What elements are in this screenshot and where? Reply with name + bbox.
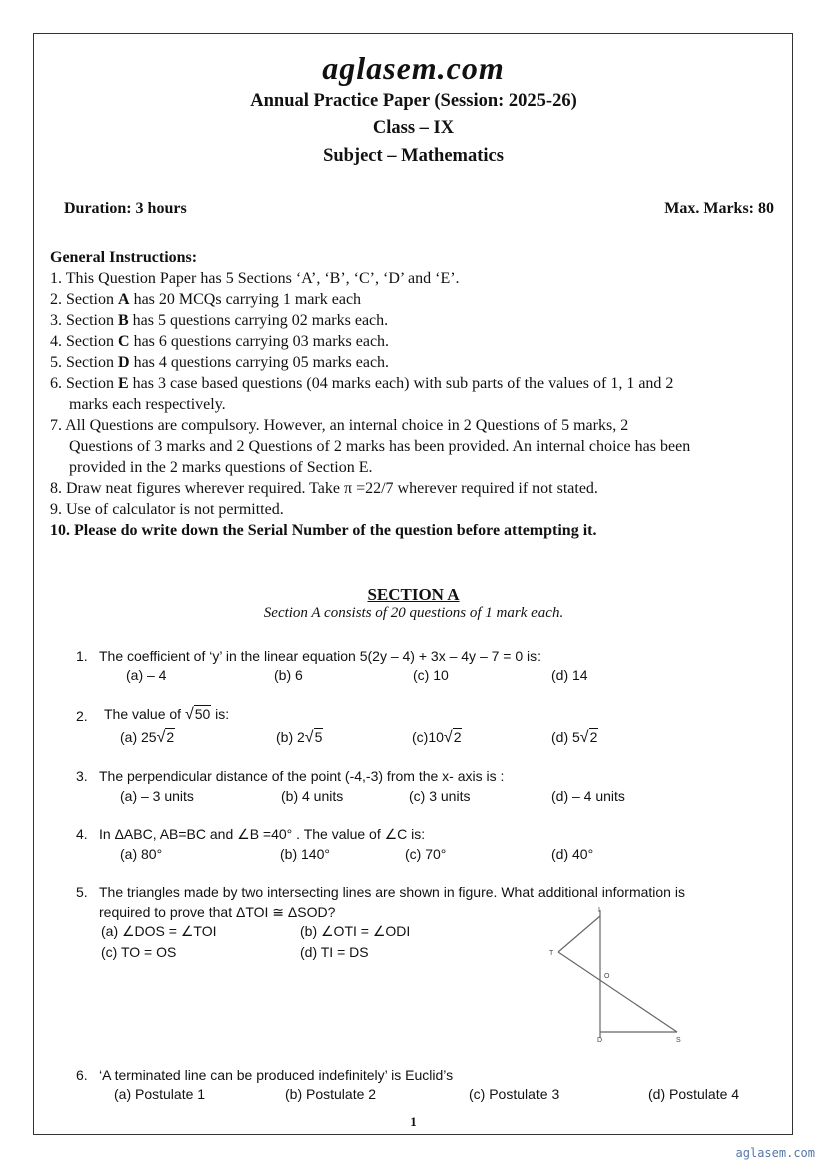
q3-number: 3.	[76, 768, 88, 784]
q5-triangle-figure	[540, 900, 690, 1045]
instruction-5: 5. Section D has 4 questions carrying 05 marks each.	[50, 354, 390, 371]
q5-text-line1: The triangles made by two intersecting lines are shown in figure. What additional information is	[99, 884, 685, 900]
instruction-6: 6. Section E has 3 case based questions (04 marks each) with sub parts of the values of 1, 1 and 2 marks each respectively.	[50, 375, 674, 413]
q5-option-d: (d) TI = DS	[300, 944, 369, 960]
fig-label-i: I	[598, 907, 600, 914]
q1-option-b: (b) 6	[274, 667, 303, 683]
fig-label-t: T	[549, 950, 554, 957]
fig-label-o: O	[604, 973, 610, 980]
q2-option-b: (b) 2√5	[276, 729, 323, 746]
page-number: 1	[410, 1114, 417, 1129]
q4-option-d: (d) 40°	[551, 846, 594, 862]
fig-line-ts	[558, 952, 677, 1032]
duration: Duration: 3 hours	[64, 200, 187, 217]
q5-option-b: (b) ∠OTI = ∠ODI	[300, 923, 411, 939]
instruction-7: 7. All Questions are compulsory. However, an internal choice in 2 Questions of 5 marks, 2 Questions of 3 marks and 2 Questions of 2 marks has been provided. An internal choice has been provided in the 2 marks questions of Section E.	[50, 417, 691, 476]
instruction-9: 9. Use of calculator is not permitted.	[50, 501, 284, 518]
q5-text-line2: required to prove that ΔTOI ≅ ΔSOD?	[99, 904, 336, 920]
fig-label-d: D	[597, 1037, 603, 1044]
q6-option-a: (a) Postulate 1	[114, 1086, 206, 1102]
footer-watermark: aglasem.com	[735, 1146, 815, 1160]
instruction-8: 8. Draw neat figures wherever required. Take π =22/7 wherever required if not stated.	[50, 480, 598, 497]
q2-option-c: (c)10√2	[412, 729, 462, 746]
fig-label-s: S	[676, 1037, 681, 1044]
q4-option-a: (a) 80°	[120, 846, 163, 862]
q1-option-c: (c) 10	[413, 667, 449, 683]
q3-option-c: (c) 3 units	[409, 788, 471, 804]
instructions-title: General Instructions:	[50, 249, 198, 266]
q1-number: 1.	[76, 648, 88, 664]
instructions-list	[50, 268, 780, 541]
q4-number: 4.	[76, 826, 88, 842]
subject-label: Subject – Mathematics	[323, 146, 504, 166]
q4-option-b: (b) 140°	[280, 846, 330, 862]
sqrt-symbol: √50	[184, 706, 211, 723]
q4-option-c: (c) 70°	[405, 846, 447, 862]
q2-number: 2.	[76, 708, 88, 724]
q6-option-c: (c) Postulate 3	[469, 1086, 560, 1102]
instruction-1: 1. This Question Paper has 5 Sections ‘A’, ‘B’, ‘C’, ‘D’ and ‘E’.	[50, 270, 460, 287]
q3-option-b: (b) 4 units	[281, 788, 344, 804]
instruction-2: 2. Section A has 20 MCQs carrying 1 mark each	[50, 291, 362, 308]
q2-text: The value of √50 is:	[104, 706, 230, 723]
q6-option-b: (b) Postulate 2	[285, 1086, 377, 1102]
fig-line-it	[558, 916, 600, 952]
q6-text: ‘A terminated line can be produced indefinitely’ is Euclid’s	[99, 1067, 454, 1083]
section-title: SECTION A	[367, 585, 460, 604]
max-marks: Max. Marks: 80	[664, 200, 774, 217]
q2-option-d: (d) 5√2	[551, 729, 598, 746]
q1-text: The coefficient of ‘y’ in the linear equation 5(2y – 4) + 3x – 4y – 7 = 0 is:	[99, 648, 542, 664]
paper-title: Annual Practice Paper (Session: 2025-26)	[250, 91, 577, 111]
instruction-4: 4. Section C has 6 questions carrying 03 marks each.	[50, 333, 390, 350]
section-subtitle: Section A consists of 20 questions of 1 mark each.	[263, 605, 564, 621]
site-logo: aglasem.com	[322, 50, 505, 86]
q5-option-a: (a) ∠DOS = ∠TOI	[101, 923, 217, 939]
q5-number: 5.	[76, 884, 88, 900]
q4-text: In ΔABC, AB=BC and ∠B =40° . The value of ∠C is:	[99, 826, 426, 842]
q3-option-d: (d) – 4 units	[551, 788, 625, 804]
q3-option-a: (a) – 3 units	[120, 788, 194, 804]
q1-option-a: (a) – 4	[126, 667, 167, 683]
q6-number: 6.	[76, 1067, 88, 1083]
instruction-10: 10. Please do write down the Serial Number of the question before attempting it.	[50, 522, 597, 539]
q3-text: The perpendicular distance of the point (-4,-3) from the x- axis is :	[99, 768, 505, 784]
q6-option-d: (d) Postulate 4	[648, 1086, 740, 1102]
q5-option-c: (c) TO = OS	[101, 944, 177, 960]
q2-option-a: (a) 25√2	[120, 729, 175, 746]
class-label: Class – IX	[372, 118, 455, 138]
q1-option-d: (d) 14	[551, 667, 588, 683]
instruction-3: 3. Section B has 5 questions carrying 02 marks each.	[50, 312, 389, 329]
